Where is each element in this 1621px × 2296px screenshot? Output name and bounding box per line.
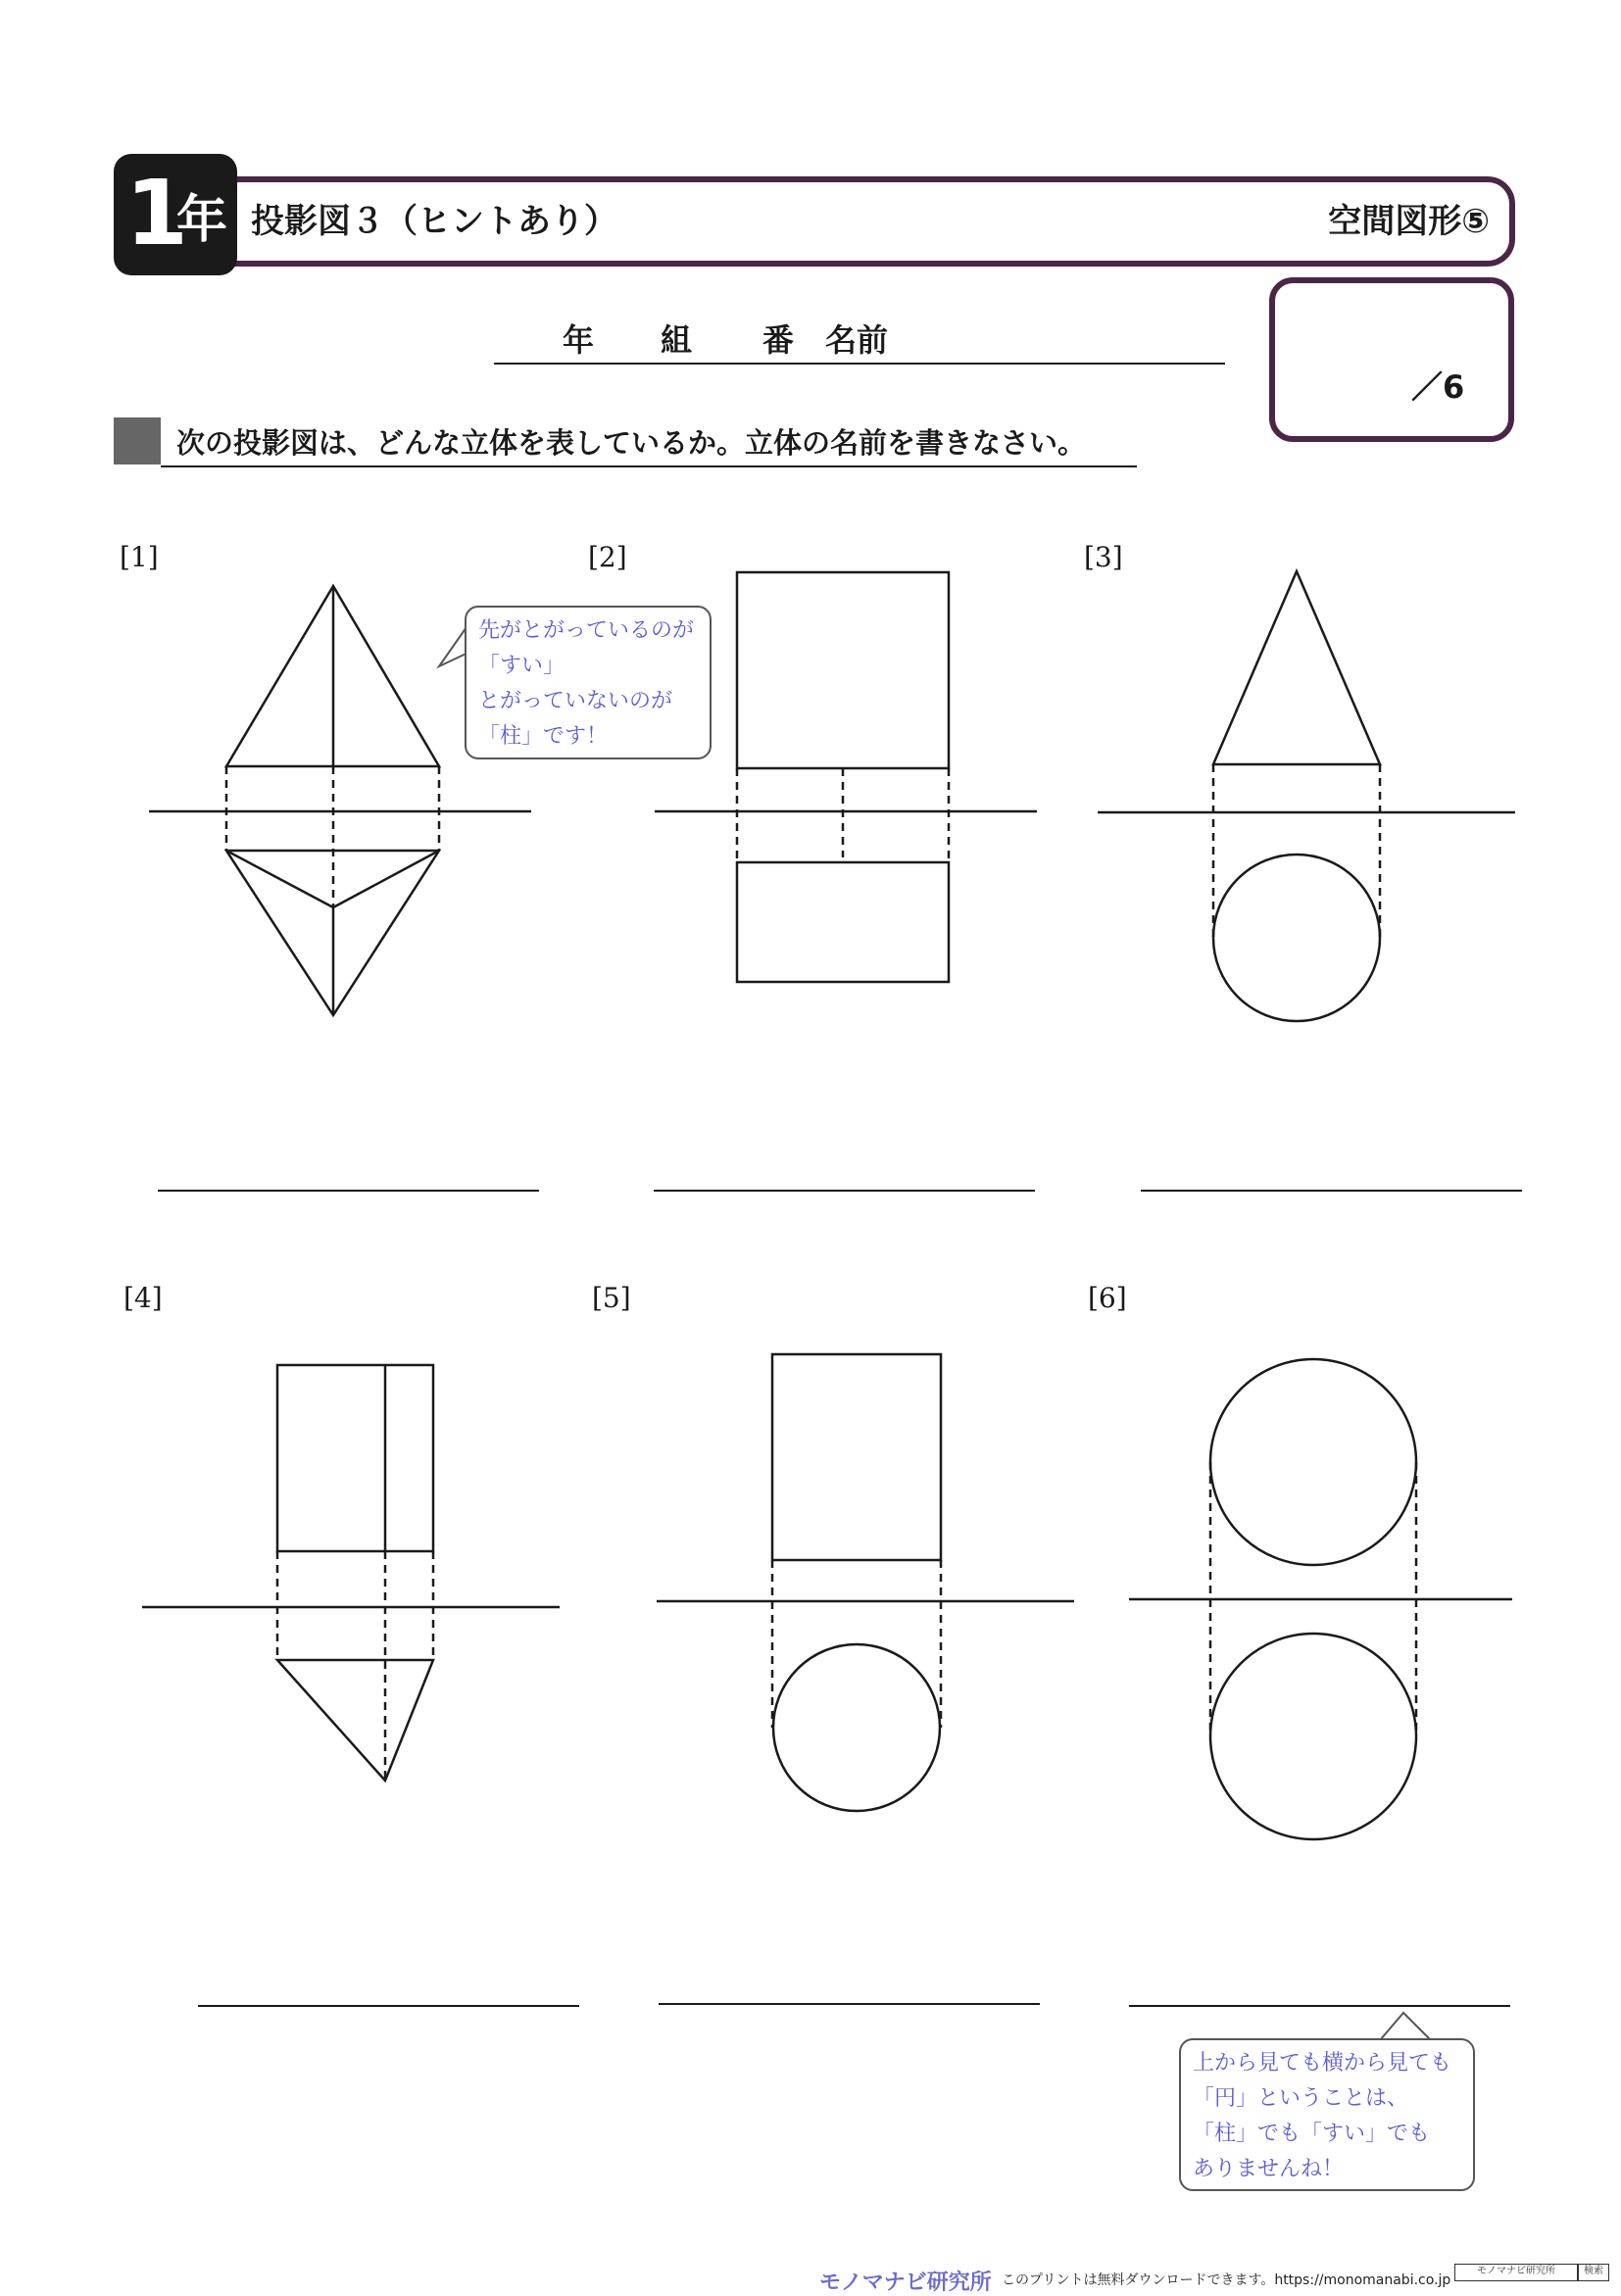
unit-label: 空間図形⑤ — [1328, 202, 1490, 241]
problem-label-6: [6] — [1088, 1282, 1127, 1314]
hint1-line2: 「すい」 — [478, 654, 565, 678]
footer-search-button[interactable]: 検索 — [1578, 2264, 1609, 2281]
answer-line-3[interactable] — [1141, 1190, 1522, 1192]
hint1-line3: とがっていないのが — [478, 689, 673, 713]
grade-number: 1 — [125, 161, 189, 266]
name-label: 名前 — [825, 321, 889, 359]
worksheet-title: 投影図３（ヒントあり） — [251, 202, 617, 241]
hint2-tail — [1380, 2013, 1431, 2040]
year-label: 年 — [563, 321, 595, 359]
hint-bubble-1 — [465, 606, 712, 759]
hint2-line1: 上から見ても横から見ても — [1193, 2051, 1452, 2076]
hint2-line3: 「柱」でも「すい」でも — [1193, 2122, 1431, 2146]
hint2-line2: 「円」ということは、 — [1193, 2086, 1409, 2111]
class-label: 組 — [661, 321, 693, 359]
figure-6-sphere — [1129, 1359, 1512, 1839]
figure-5-cylinder — [657, 1354, 1074, 1811]
footer-search-box[interactable]: モノマナビ研究所 — [1454, 2264, 1578, 2281]
answer-line-5[interactable] — [659, 2003, 1040, 2005]
figure-4-triangular-prism — [142, 1365, 560, 1781]
instruction-text: 次の投影図は、どんな立体を表しているか。立体の名前を書きなさい。 — [176, 426, 1087, 460]
hint1-line4: 「柱」です！ — [478, 724, 609, 749]
hint-bubble-2 — [1179, 2038, 1475, 2191]
answer-line-4[interactable] — [198, 2005, 579, 2007]
figure-3-cone — [1098, 571, 1515, 1021]
problem-label-4: [4] — [123, 1282, 163, 1314]
figure-2-prism — [655, 572, 1037, 982]
grade-unit: 年 — [176, 191, 228, 250]
answer-line-2[interactable] — [654, 1190, 1035, 1192]
number-label: 番 — [762, 321, 795, 359]
hint1-line1: 先がとがっているのが — [478, 618, 695, 643]
score-total: ／6 — [1411, 368, 1465, 406]
footer-logo: モノマナビ研究所 — [819, 2271, 992, 2295]
footer-text: このプリントは無料ダウンロードできます。https://monomanabi.co.jp — [1002, 2272, 1451, 2288]
problem-label-1: [1] — [120, 541, 159, 573]
problem-label-2: [2] — [588, 541, 627, 573]
answer-line-1[interactable] — [158, 1190, 539, 1192]
hint2-line4: ありませんね！ — [1193, 2157, 1345, 2181]
problem-label-5: [5] — [592, 1282, 631, 1314]
answer-line-6[interactable] — [1129, 2005, 1510, 2007]
problem-label-3: [3] — [1084, 541, 1123, 573]
